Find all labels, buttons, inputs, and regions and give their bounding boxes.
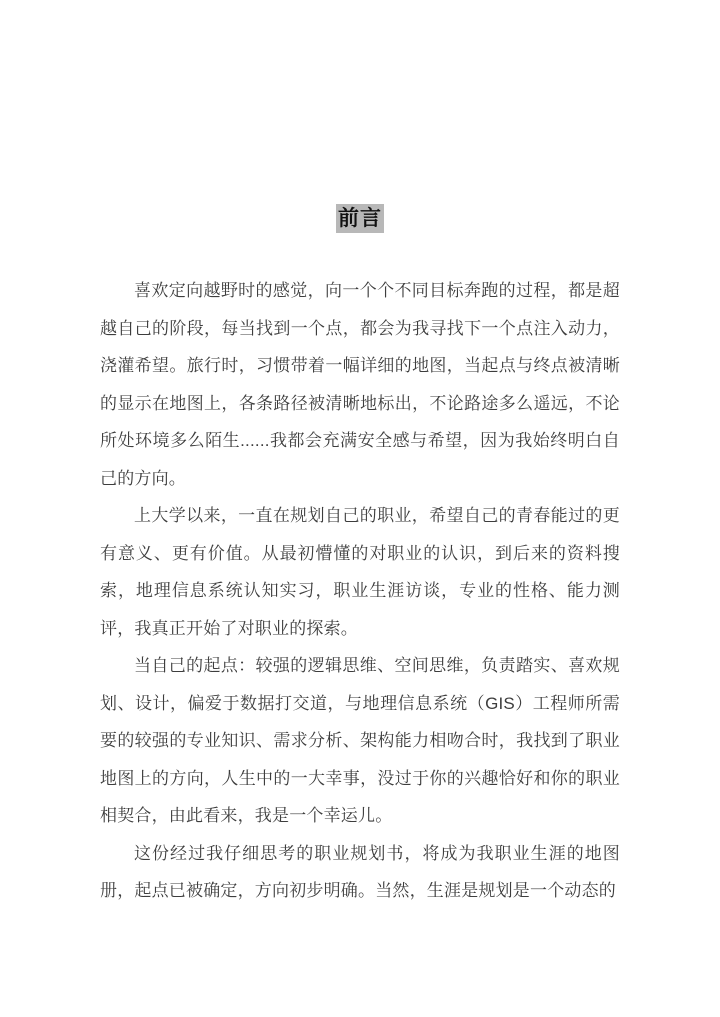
document-body: [100, 272, 620, 910]
preface-heading: 前言: [336, 204, 384, 233]
paragraph-3: 当自己的起点：较强的逻辑思维、空间思维，负责踏实、喜欢规划、设计，偏爱于数据打交道，与地理信息系统（GIS）工程师所需要的较强的专业知识、需求分析、架构能力相吻合时，我找到了职业地图上的方向，人生中的一大幸事，没过于你的兴趣恰好和你的职业相契合，由此看来，我是一个幸运儿。: [100, 656, 620, 825]
paragraph-2: 上大学以来，一直在规划自己的职业，希望自己的青春能过的更有意义、更有价值。从最初懵懂的对职业的认识，到后来的资料搜索，地理信息系统认知实习，职业生涯访谈，专业的性格、能力测评，我真正开始了对职业的探索。: [100, 506, 620, 638]
paragraph-1: 喜欢定向越野时的感觉，向一个个不同目标奔跑的过程，都是超越自己的阶段，每当找到一个点，都会为我寻找下一个点注入动力，浇灌希望。旅行时，习惯带着一幅详细的地图，当起点与终点被清晰的显示在地图上，各条路径被清晰地标出，不论路途多么遥远，不论所处环境多么陌生......我都会充满安全感与希望，因为我始终明白自己的方向。: [100, 281, 620, 488]
paragraph-4: 这份经过我仔细思考的职业规划书，将成为我职业生涯的地图册，起点已被确定，方向初步明确。当然，生涯是规划是一个动态的: [100, 843, 620, 900]
preface-heading-row: [0, 0, 720, 233]
